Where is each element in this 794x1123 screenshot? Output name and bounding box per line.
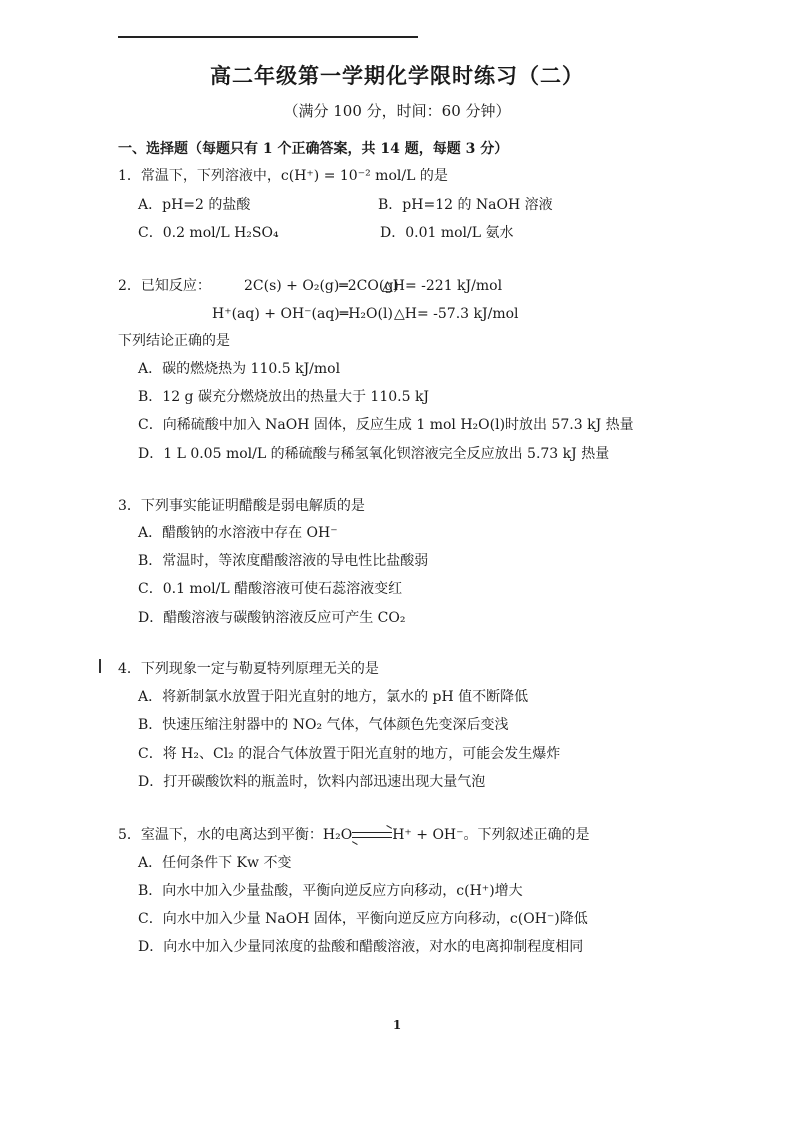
question-2-lead: 下列结论正确的是	[118, 333, 230, 349]
question-3-option-c: C．0.1 mol/L 醋酸溶液可使石蕊溶液变红	[138, 581, 403, 597]
question-4-option-d: D．打开碳酸饮料的瓶盖时，饮料内部迅速出现大量气泡	[138, 774, 486, 790]
question-3-option-d: D．醋酸溶液与碳酸钠溶液反应可产生 CO₂	[138, 610, 406, 626]
question-1-option-d: D．0.01 mol/L 氨水	[380, 225, 514, 241]
question-2-option-a: A．碳的燃烧热为 110.5 kJ/mol	[138, 361, 341, 377]
question-5-option-b: B．向水中加入少量盐酸，平衡向逆反应方向移动，c(H⁺)增大	[138, 883, 523, 899]
question-1-option-b: B．pH=12 的 NaOH 溶液	[378, 197, 553, 213]
question-5-stem-part-1: 5．室温下，水的电离达到平衡：H₂O	[118, 827, 353, 843]
question-4-option-b: B．快速压缩注射器中的 NO₂ 气体，气体颜色先变深后变浅	[138, 717, 509, 733]
question-2-enthalpy-2: △H= -57.3 kJ/mol	[394, 306, 519, 322]
question-5-option-d: D．向水中加入少量同浓度的盐酸和醋酸溶液，对水的电离抑制程度相同	[138, 939, 584, 955]
question-3-option-b: B．常温时，等浓度醋酸溶液的导电性比盐酸弱	[138, 553, 429, 569]
question-4-option-a: A．将新制氯水放置于阳光直射的地方，氯水的 pH 值不断降低	[138, 689, 529, 705]
question-1-option-a: A．pH=2 的盐酸	[138, 197, 251, 213]
question-1-stem: 1．常温下，下列溶液中，c(H⁺) = 10⁻² mol/L 的是	[118, 168, 448, 184]
question-1-option-c: C．0.2 mol/L H₂SO₄	[138, 225, 279, 241]
question-3-option-a: A．醋酸钠的水溶液中存在 OH⁻	[138, 525, 338, 541]
question-2-stem: 2．已知反应：	[118, 278, 211, 294]
section-heading: 一、选择题（每题只有 1 个正确答案，共 14 题，每题 3 分）	[118, 141, 509, 157]
equilibrium-arrow-icon	[352, 830, 392, 840]
question-2-option-d: D．1 L 0.05 mol/L 的稀硫酸与稀氢氧化钡溶液完全反应放出 5.73 kJ 热量	[138, 446, 610, 462]
page-title: 高二年级第一学期化学限时练习（二）	[210, 63, 584, 88]
question-2-equation-2: H⁺(aq) + OH⁻(aq)═H₂O(l)	[212, 306, 393, 322]
question-4-option-c: C．将 H₂、Cl₂ 的混合气体放置于阳光直射的地方，可能会发生爆炸	[138, 746, 561, 762]
margin-mark	[99, 659, 101, 673]
question-5-option-a: A．任何条件下 Kw 不变	[138, 855, 292, 871]
question-2-option-b: B．12 g 碳充分燃烧放出的热量大于 110.5 kJ	[138, 389, 430, 405]
question-5-stem-part-2: H⁺ + OH⁻。下列叙述正确的是	[392, 827, 590, 843]
page-subtitle: （满分 100 分，时间：60 分钟）	[283, 102, 511, 120]
question-5-option-c: C．向水中加入少量 NaOH 固体，平衡向逆反应方向移动，c(OH⁻)降低	[138, 911, 588, 927]
page-number: 1	[392, 1018, 402, 1032]
header-rule	[118, 36, 418, 38]
question-4-stem: 4．下列现象一定与勒夏特列原理无关的是	[118, 661, 379, 677]
question-2-equation-1: 2C(s) + O₂(g)═2CO(g)	[244, 278, 399, 294]
question-3-stem: 3．下列事实能证明醋酸是弱电解质的是	[118, 498, 365, 514]
question-2-option-c: C．向稀硫酸中加入 NaOH 固体，反应生成 1 mol H₂O(l)时放出 57.3 kJ 热量	[138, 417, 634, 433]
question-5-stem	[118, 826, 590, 844]
question-2-enthalpy-1: △H= -221 kJ/mol	[382, 278, 503, 294]
